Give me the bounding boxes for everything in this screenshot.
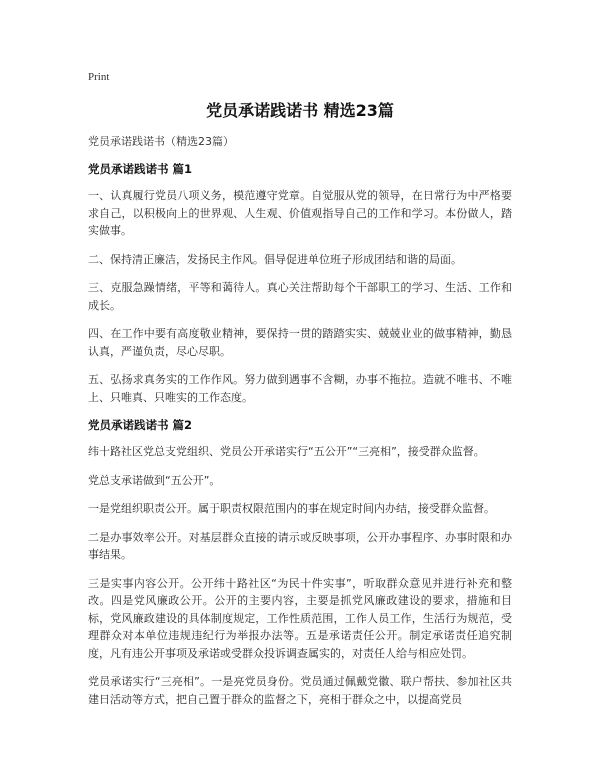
paragraph: 二是办事效率公开。对基层群众直接的请示或反映事项，公开办事程序、办事时限和办事结果。 <box>88 530 512 561</box>
document-page <box>88 70 512 719</box>
paragraph: 一、认真履行党员八项义务，模范遵守党章。自觉服从党的领导，在日常行为中严格要求自己，以积极向上的世界观、人生观、价值观指导自己的工作和学习。本份做人，踏实做事。 <box>88 189 512 237</box>
paragraph: 一是党组织职责公开。属于职责权限范围内的事在规定时间内办结，接受群众监督。 <box>88 502 495 515</box>
paragraph: 三是实事内容公开。公开纬十路社区“为民十件实事”，听取群众意见并进行补充和整改。四是党风廉政公开。公开的主要内容，主要是抓党风廉政建设的要求，措施和目标，党风廉政建设的具体制度规定，工作性质范围，工作人员工作，生活行为规范，受理群众对本单位违规违纪行为举报办法等。五是承诺责任公开。制定承诺责任追究制度，凡有违公开事项及承诺或受群众投诉调查属实的，对责任人给与相应处罚。 <box>88 576 512 660</box>
section-2 <box>88 417 512 708</box>
section-1 <box>88 161 512 406</box>
document-subtitle: 党员承诺践诺书（精选23篇） <box>88 135 234 148</box>
paragraph: 党总支承诺做到“五公开”。 <box>88 473 221 487</box>
paragraph: 四、在工作中要有高度敬业精神，要保持一贯的踏踏实实、兢兢业业的做事精神，勤恳认真，严谨负责，尽心尽职。 <box>88 327 512 358</box>
paragraph: 五、弘扬求真务实的工作作风。努力做到遇事不含糊，办事不拖拉。造就不唯书、不唯上、只唯真、只唯实的工作态度。 <box>88 373 512 404</box>
paragraph: 三、克服急躁情绪，平等和蔼待人。真心关注帮助每个干部职工的学习、生活、工作和成长。 <box>88 281 512 312</box>
page-title: 党员承诺践诺书 精选23篇 <box>206 101 394 120</box>
paragraph: 纬十路社区党总支党组织、党员公开承诺实行“五公开”“三亮相”，接受群众监督。 <box>88 445 485 458</box>
section-heading: 党员承诺践诺书 篇1 <box>88 162 193 176</box>
print-label: Print <box>88 71 110 83</box>
paragraph: 党员承诺实行“三亮相”。一是亮党员身份。党员通过佩戴党徽、联户帮扶、参加社区共建日活动等方式，把自己置于群众的监督之下，亮相于群众之中，以提高党员 <box>88 675 512 706</box>
section-heading: 党员承诺践诺书 篇2 <box>88 418 193 432</box>
paragraph: 二、保持清正廉洁，发扬民主作风。倡导促进单位班子形成团结和谐的局面。 <box>88 252 462 266</box>
